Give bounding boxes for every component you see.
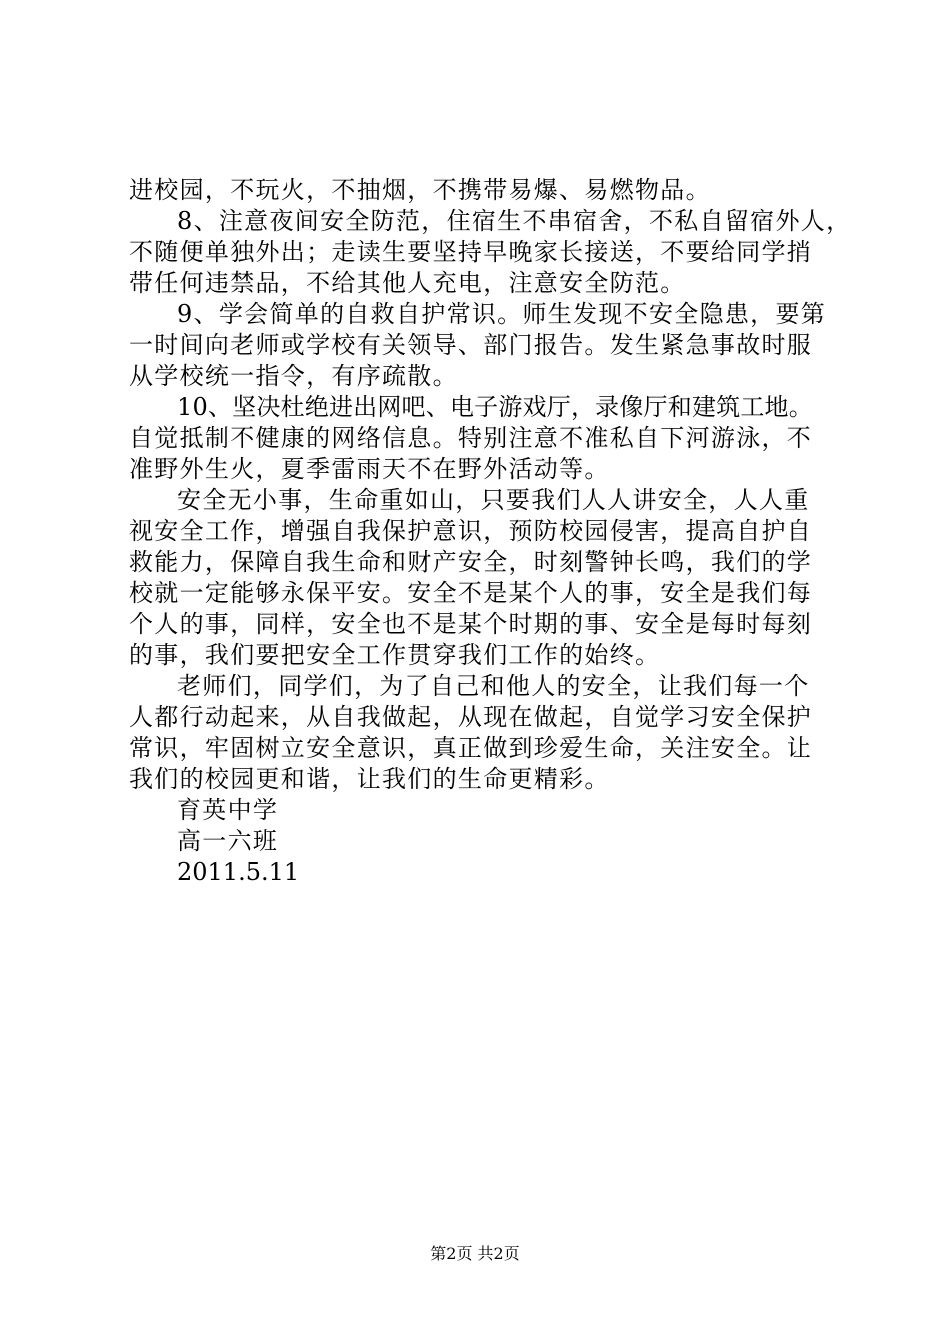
list-item-9-line: 9、学会简单的自救自护常识。师生发现不安全隐患，要第 (177, 300, 827, 328)
body-text-line: 从学校统一指令，有序疏散。 (129, 362, 458, 390)
paragraph-line: 安全无小事，生命重如山，只要我们人人讲安全，人人重 (177, 486, 810, 514)
body-text-line: 一时间向老师或学校有关领导、部门报告。发生紧急事故时服 (129, 331, 813, 359)
signature-date: 2011.5.11 (177, 858, 300, 886)
list-item-10-line: 10、坚决杜绝进出网吧、电子游戏厅，录像厅和建筑工地。 (177, 393, 813, 421)
signature-class: 高一六班 (177, 827, 279, 855)
list-item-8-line: 8、注意夜间安全防范，住宿生不串宿舍，不私自留宿外人， (177, 207, 852, 235)
body-text-line: 不随便单独外出；走读生要坚持早晚家长接送，不要给同学捎 (129, 238, 813, 266)
body-text-line: 救能力，保障自我生命和财产安全，时刻警钟长鸣，我们的学 (129, 548, 813, 576)
body-text-line: 常识，牢固树立安全意识，真正做到珍爱生命，关注安全。让 (129, 734, 813, 762)
paragraph-line: 老师们，同学们，为了自己和他人的安全，让我们每一个 (177, 672, 810, 700)
body-text-line: 准野外生火，夏季雷雨天不在野外活动等。 (129, 455, 610, 483)
body-text-line: 我们的校园更和谐，让我们的生命更精彩。 (129, 765, 610, 793)
body-text-line: 进校园，不玩火，不抽烟，不携带易爆、易燃物品。 (129, 176, 711, 204)
page-footer: 第2页 共2页 (430, 1244, 520, 1263)
body-text-line: 自觉抵制不健康的网络信息。特别注意不准私自下河游泳，不 (129, 424, 813, 452)
body-text-line: 带任何违禁品，不给其他人充电，注意安全防范。 (129, 269, 686, 297)
body-text-line: 人都行动起来，从自我做起，从现在做起，自觉学习安全保护 (129, 703, 813, 731)
body-text-line: 校就一定能够永保平安。安全不是某个人的事，安全是我们每 (129, 579, 813, 607)
body-text-line: 的事，我们要把安全工作贯穿我们工作的始终。 (129, 641, 661, 669)
signature-school: 育英中学 (177, 796, 279, 824)
body-text-line: 视安全工作，增强自我保护意识，预防校园侵害，提高自护自 (129, 517, 813, 545)
body-text-line: 个人的事，同样，安全也不是某个时期的事、安全是每时每刻 (129, 610, 813, 638)
